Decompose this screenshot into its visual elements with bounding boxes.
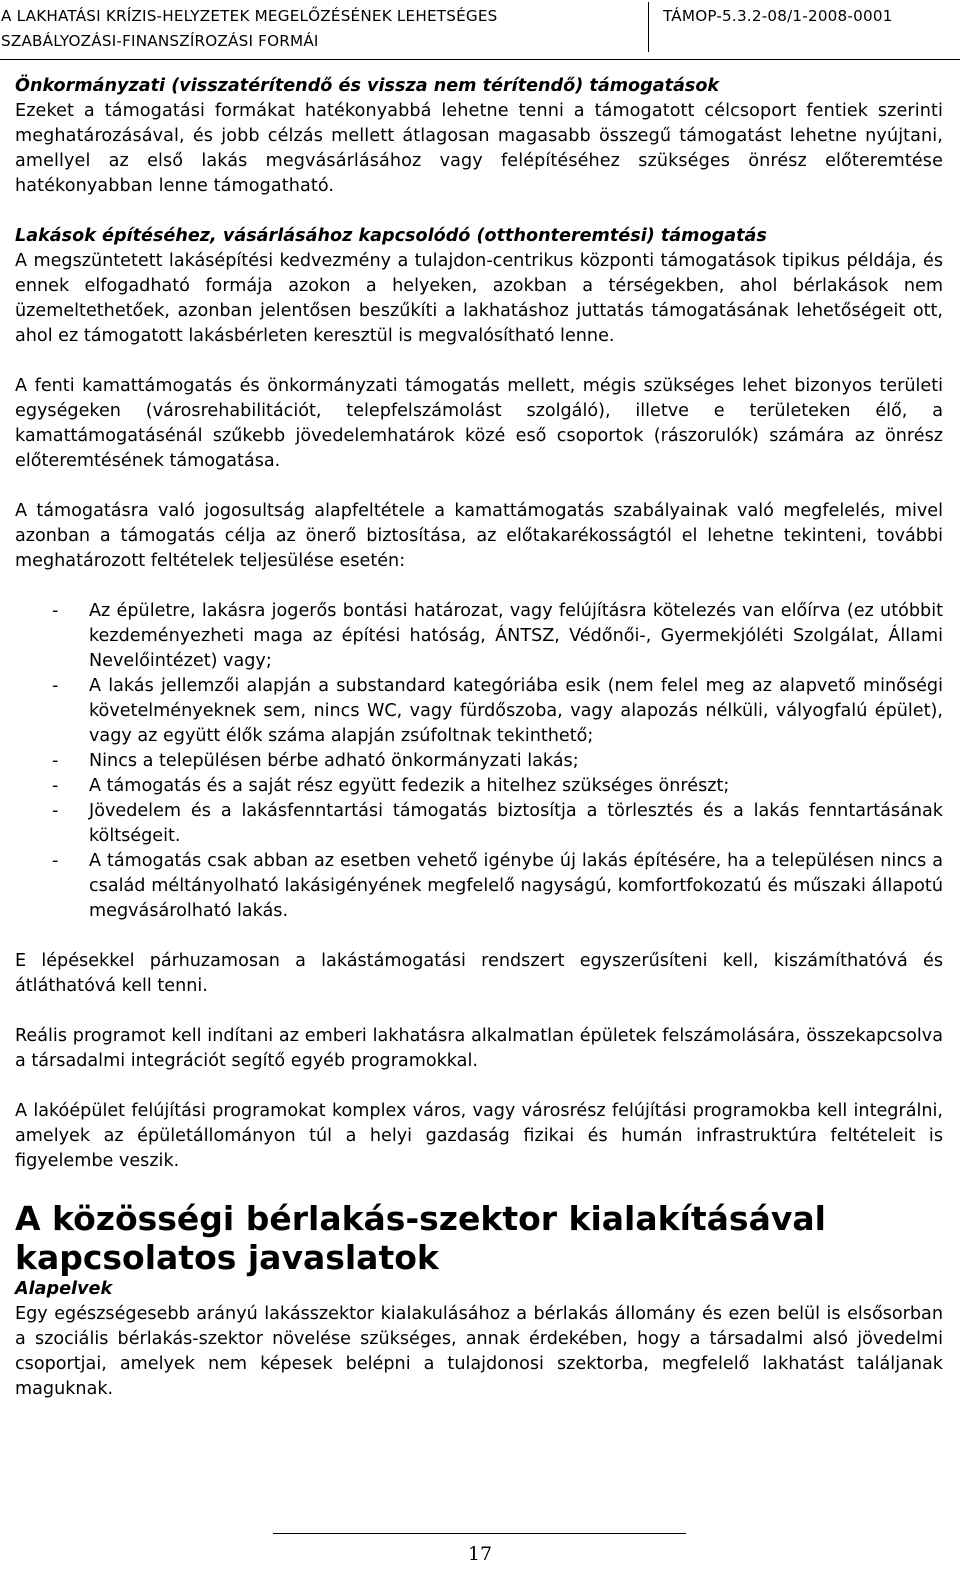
page-number: 17: [467, 1543, 493, 1565]
header-title-cell: [0, 2, 645, 52]
list-dash: -: [52, 676, 59, 696]
list-item: [15, 674, 943, 749]
paragraph-eligibility: A támogatásra való jogosultság alapfeltétele a kamattámogatás szabályainak való megfelelés, mivel azonban a támogatás célja az önerő biztosítása, az előtakarékosságtól el lehetne tekinteni, további meghatározott feltételek teljesülése esetén:: [15, 501, 943, 571]
header-title-line-1: A LAKHATÁSI KRÍZIS-HELYZETEK MEGELŐZÉSÉNEK LEHETSÉGES: [1, 7, 498, 25]
list-item-text: Nincs a településen bérbe adható önkormányzati lakás;: [89, 751, 579, 771]
section-heading-principles: Alapelvek: [15, 1279, 113, 1299]
list-dash: -: [52, 776, 59, 796]
eligibility-conditions-list: [15, 599, 943, 924]
list-item: [15, 799, 943, 849]
paragraph-principles: Egy egészségesebb arányú lakásszektor kialakulásához a bérlakás állomány és ezen belül is elsősorban a szociális bérlakás-szektor növelése szükséges, annak érdekében, hogy a társadalmi alsó jövedelmi csoportjai, amelyek nem képesek belépni a tulajdonosi szektorba, megfelelő lakhatást találjanak maguknak.: [15, 1304, 943, 1399]
header-code-cell: [651, 2, 960, 52]
paragraph-own-share-support: A fenti kamattámogatás és önkormányzati támogatás mellett, mégis szükséges lehet bizonyos területi egységeken (városrehabilitációt, telepfelszámolást szolgáló), illetve e területeken élő, a kamattámogatásénál szűkebb jövedelemhatárok közé eső csoportok (rászorulók) számára az önrész előteremtésének támogatása.: [15, 376, 943, 471]
paragraph-demolition-program: Reális programot kell indítani az emberi lakhatásra alkalmatlan épületek felszámolására, összekapcsolva a társadalmi integrációt segítő egyéb programokkal.: [15, 1026, 943, 1071]
list-dash: -: [52, 801, 59, 821]
list-dash: -: [52, 751, 59, 771]
paragraph-home-creation-support: A megszüntetett lakásépítési kedvezmény a tulajdon-centrikus központi támogatások tipikus példája, és ennek elfogadható formája azokon a helyeken, azokban a térségekben, ahol bérlakások nem üzemeltethetőek, azonban jelentősen beszűkíti a lakhatáshoz juttatás támogatásának lehetőségeit ott, ahol ez támogatott lakásbérleten keresztül is megvalósítható lenne.: [15, 251, 943, 346]
list-item: [15, 749, 943, 774]
list-item-text: Jövedelem és a lakásfenntartási támogatás biztosítja a törlesztés és a lakás fenntartásának költségeit.: [89, 801, 943, 846]
header-rule: [0, 59, 960, 60]
chapter-heading: A közösségi bérlakás-szektor kialakításával kapcsolatos javaslatok: [15, 1199, 826, 1277]
section-heading-home-creation-support: Lakások építéséhez, vásárlásához kapcsolódó (otthonteremtési) támogatás: [15, 226, 767, 246]
list-dash: -: [52, 601, 59, 621]
list-item: [15, 849, 943, 924]
paragraph-simplification: E lépésekkel párhuzamosan a lakástámogatási rendszert egyszerűsíteni kell, kiszámíthatóvá és átláthatóvá kell tenni.: [15, 951, 943, 996]
list-dash: -: [52, 851, 59, 871]
paragraph-renovation-programs: A lakóépület felújítási programokat komplex város, vagy városrész felújítási programokba kell integrálni, amelyek az épületállományon túl a helyi gazdaság fizikai és humán infrastruktúra feltételeit is figyelembe veszik.: [15, 1101, 943, 1171]
section-heading-municipal-support: Önkormányzati (visszatérítendő és vissza nem térítendő) támogatások: [15, 76, 720, 96]
paragraph-municipal-support: Ezeket a támogatási formákat hatékonyabbá lehetne tenni a támogatott célcsoport fentiek szerinti meghatározásával, és jobb célzás mellett átlagosan magasabb összegű támogatást lehetne nyújtani, amellyel az első lakás megvásárlásához vagy felépítéséhez szükséges önrész előteremtése hatékonyabban lenne támogatható.: [15, 101, 943, 196]
list-item-text: Az épületre, lakásra jogerős bontási határozat, vagy felújításra kötelezés van előírva (ez utóbbit kezdeményezheti maga az építési hatóság, ÁNTSZ, Védőnői-, Gyermekjóléti Szolgálat, Állami Nevelőintézet) vagy;: [89, 601, 943, 671]
list-item-text: A lakás jellemzői alapján a substandard kategóriába esik (nem felel meg az alapvető minőségi követelményeknek sem, nincs WC, vagy fürdőszoba, vagy alapozás nélküli, vályogfalú épület), vagy az együtt élők száma alapján zsúfoltnak tekinthető;: [89, 676, 943, 746]
list-item: [15, 599, 943, 674]
footer-rule: [273, 1533, 686, 1534]
list-item-text: A támogatás és a saját rész együtt fedezik a hitelhez szükséges önrészt;: [89, 776, 730, 796]
document-body: [15, 74, 943, 1402]
header-title-line-2: SZABÁLYOZÁSI-FINANSZÍROZÁSI FORMÁI: [1, 32, 319, 50]
header-divider: [648, 2, 649, 52]
list-item: [15, 774, 943, 799]
header-project-code: TÁMOP-5.3.2-08/1-2008-0001: [663, 7, 893, 25]
list-item-text: A támogatás csak abban az esetben vehető igénybe új lakás építésére, ha a településen nincs a család méltányolható lakásigényének megfelelő nagyságú, komfortfokozatú és műszaki állapotú megvásárolható lakás.: [89, 851, 943, 921]
running-header: [0, 0, 960, 56]
